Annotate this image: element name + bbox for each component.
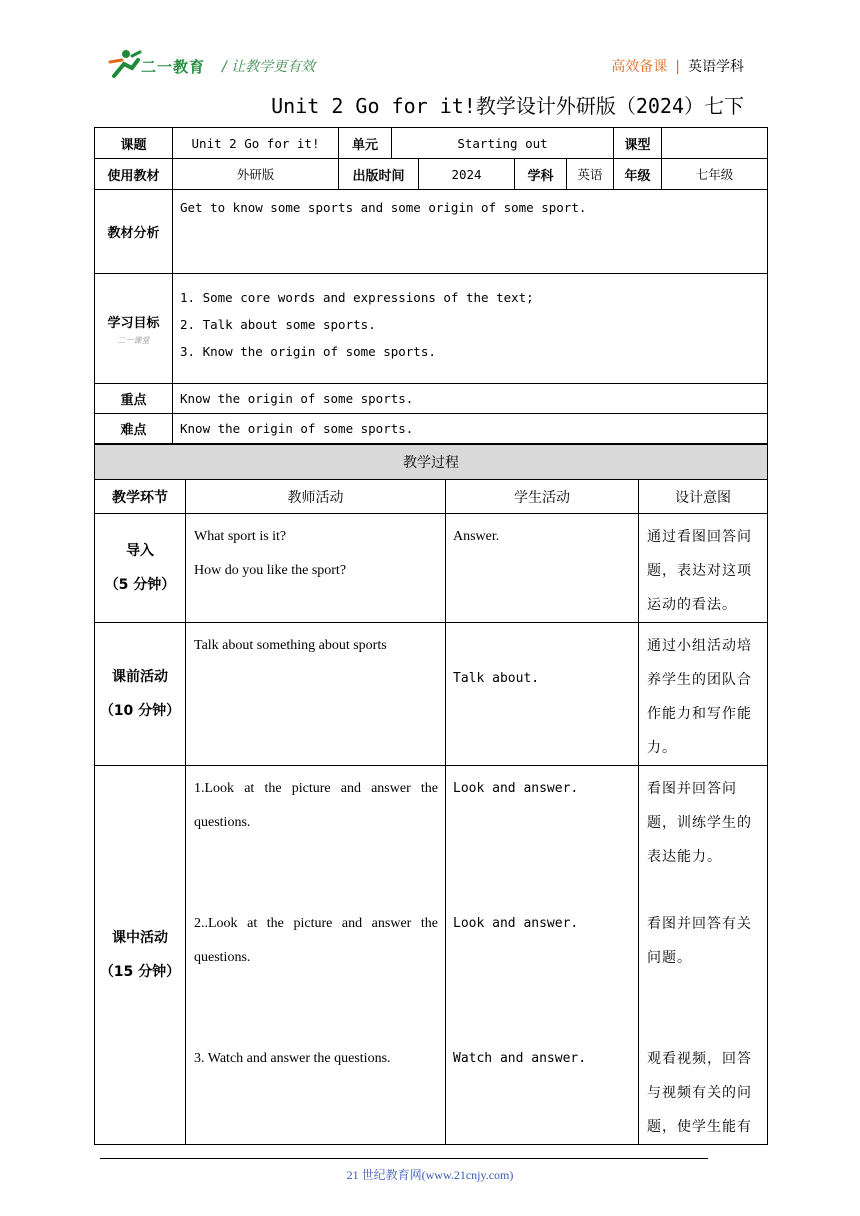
topic-value: Unit 2 Go for it! xyxy=(173,128,339,159)
footer-divider xyxy=(100,1158,708,1159)
teacher-line: What sport is it? xyxy=(194,529,287,544)
design-intent: 通过看图回答问题，表达对这项运动的看法。 xyxy=(639,514,768,623)
table-row xyxy=(95,766,768,1145)
subject-value: 英语 xyxy=(567,159,614,190)
info-row-difficult xyxy=(95,414,768,444)
type-value xyxy=(662,128,768,159)
teacher-item: 1.Look at the picture and answer the questions. xyxy=(194,781,438,830)
page-footer: 21 世纪教育网(www.21cnjy.com) xyxy=(346,1168,514,1182)
table-row xyxy=(95,514,768,623)
intent-item: 观看视频，回答与视频有关的问题，使学生能有 xyxy=(647,1051,752,1135)
stage-name: 课前活动 xyxy=(112,669,168,685)
objective-item: 1. Some core words and expressions of the text; xyxy=(180,290,534,305)
pubtime-label: 出版时间 xyxy=(339,159,419,190)
header-separator: | xyxy=(675,59,680,75)
info-row-key xyxy=(95,384,768,414)
grade-value: 七年级 xyxy=(662,159,768,190)
student-activity: Talk about. xyxy=(446,623,639,766)
header-right xyxy=(611,56,744,76)
document-title: Unit 2 Go for it!教学设计外研版（2024）七下 xyxy=(271,94,744,118)
header-tag-prep: 高效备课 xyxy=(611,59,668,75)
student-activity: Answer. xyxy=(446,514,639,623)
teacher-line: Talk about something about sports xyxy=(194,638,387,653)
teacher-item: 2..Look at the picture and answer the questions. xyxy=(194,916,438,965)
teacher-activity xyxy=(186,766,446,1145)
unit-value: Starting out xyxy=(392,128,614,159)
objectives-list xyxy=(173,274,768,384)
stage-cell xyxy=(95,766,186,1145)
stage-cell xyxy=(95,623,186,766)
subject-label: 学科 xyxy=(515,159,567,190)
stage-name: 导入 xyxy=(126,543,154,559)
grade-label: 年级 xyxy=(614,159,662,190)
stage-duration: （5 分钟） xyxy=(104,577,176,593)
header-tag-subject: 英语学科 xyxy=(688,59,744,75)
col-header-intent: 设计意图 xyxy=(639,480,768,514)
header-slogan: / 让教学更有效 xyxy=(222,59,316,75)
intent-item: 看图并回答问题，训练学生的表达能力。 xyxy=(647,781,752,865)
type-label: 课型 xyxy=(614,128,662,159)
key-label: 重点 xyxy=(95,384,173,414)
analysis-label: 教材分析 xyxy=(95,190,173,274)
teacher-item: 3. Watch and answer the questions. xyxy=(194,1051,391,1066)
objectives-watermark: 二一课堂 xyxy=(117,335,150,345)
teacher-activity xyxy=(186,623,446,766)
textbook-value: 外研版 xyxy=(173,159,339,190)
topic-label: 课题 xyxy=(95,128,173,159)
process-title-row xyxy=(95,445,768,480)
teacher-activity xyxy=(186,514,446,623)
objective-item: 2. Talk about some sports. xyxy=(180,317,376,332)
pubtime-value: 2024 xyxy=(419,159,515,190)
intent-item: 看图并回答有关问题。 xyxy=(647,916,752,966)
objectives-label: 学习目标 xyxy=(107,315,160,331)
analysis-value: Get to know some sports and some origin of some sport. xyxy=(173,190,768,274)
process-section-title: 教学过程 xyxy=(95,445,768,480)
design-intent xyxy=(639,766,768,1145)
table-row xyxy=(95,623,768,766)
student-item: Watch and answer. xyxy=(453,1051,587,1066)
unit-label: 单元 xyxy=(339,128,392,159)
info-row-analysis xyxy=(95,190,768,274)
stage-cell xyxy=(95,514,186,623)
teacher-line: How do you like the sport? xyxy=(194,563,347,578)
info-row-topic xyxy=(95,128,768,159)
col-header-stage: 教学环节 xyxy=(95,480,186,514)
col-header-student: 学生活动 xyxy=(446,480,639,514)
lesson-info-table xyxy=(94,127,768,444)
process-header-row xyxy=(95,480,768,514)
info-row-objectives xyxy=(95,274,768,384)
logo-text: 二一教育 xyxy=(141,58,206,76)
student-item: Look and answer. xyxy=(453,781,579,796)
student-item: Look and answer. xyxy=(453,916,579,931)
student-activity xyxy=(446,766,639,1145)
objective-item: 3. Know the origin of some sports. xyxy=(180,344,436,359)
difficult-label: 难点 xyxy=(95,414,173,444)
objectives-label-cell xyxy=(95,274,173,384)
textbook-label: 使用教材 xyxy=(95,159,173,190)
stage-name: 课中活动 xyxy=(112,930,168,946)
process-table xyxy=(94,444,768,1145)
stage-duration: （10 分钟） xyxy=(99,703,181,719)
design-intent: 通过小组活动培养学生的团队合作能力和写作能力。 xyxy=(639,623,768,766)
info-row-textbook xyxy=(95,159,768,190)
difficult-value: Know the origin of some sports. xyxy=(173,414,768,444)
stage-duration: （15 分钟） xyxy=(99,964,181,980)
page-header xyxy=(0,0,860,90)
col-header-teacher: 教师活动 xyxy=(186,480,446,514)
key-value: Know the origin of some sports. xyxy=(173,384,768,414)
